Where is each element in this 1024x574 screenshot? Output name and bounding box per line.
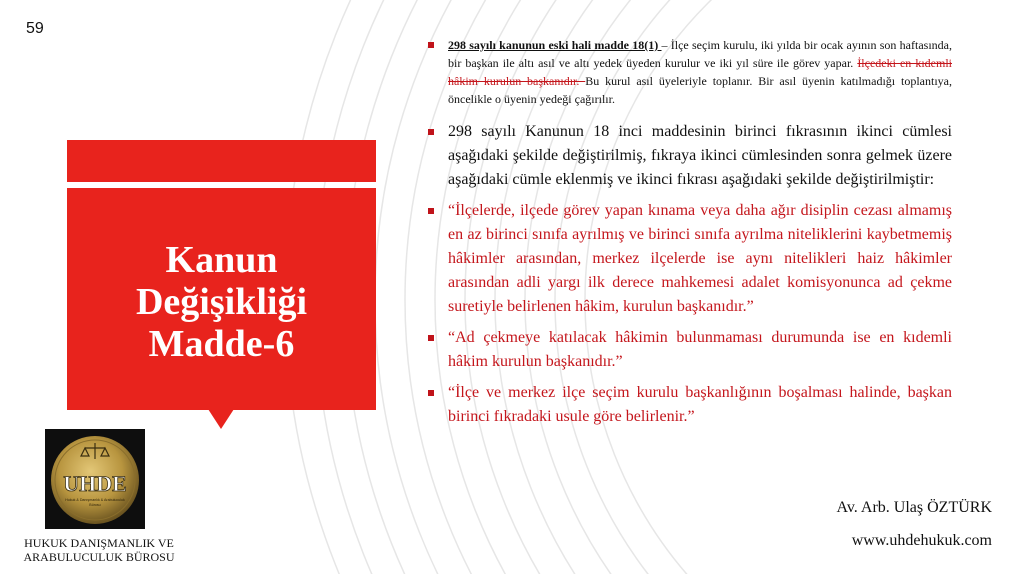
author-name: Av. Arb. Ulaş ÖZTÜRK xyxy=(836,499,992,516)
firm-name-line-2: ARABULUCULUK BÜROSU xyxy=(23,550,175,564)
slide-title xyxy=(136,233,307,365)
slide-number: 59 xyxy=(26,20,44,37)
logo-seal-icon xyxy=(45,429,145,529)
callout-pointer xyxy=(208,409,234,429)
bullet-quote-2: “Ad çekmeye katılacak hâkimin bulunmaması durumunda ise en kıdemli hâkim kurulun başkanıdır.” xyxy=(428,326,952,374)
old-law-reference: 298 sayılı kanunun eski hali madde 18(1) xyxy=(448,38,662,52)
logo-subtext-1: Hukuk & Danışmanlık & Arabuluculuk xyxy=(65,498,125,502)
old-law-text-b: Bu kurul asıl üyeleriyle toplanır. Bir asıl üyenin katılmadığı toplantıya, öncelikle o üyenin yedeği çağırılır. xyxy=(448,74,952,106)
bullet-list xyxy=(428,36,952,436)
firm-name-line-1: HUKUK DANIŞMANLIK VE xyxy=(24,536,174,550)
firm-name xyxy=(14,536,184,564)
bullet-quote-1: “İlçelerde, ilçede görev yapan kınama veya daha ağır disiplin cezası almamış en az birinci sınıfa ayrılmış ve birinci sınıfa ayrılma niteliklerini kaybetmemiş hâkimler arasından, merkez ilçelerde ise aynı nitelikleri haiz hâkimler arasından adli yargı ilk derece mahkemesi adalet komisyonunca ad çekme suretiyle belirlenen hâkim, kurulun başkanıdır.” xyxy=(428,199,952,319)
logo-subtext-2: Bürosu xyxy=(89,503,101,507)
title-line-2: Değişikliği xyxy=(135,281,308,323)
website-link[interactable]: www.uhdehukuk.com xyxy=(851,532,992,549)
bullet-old-law xyxy=(428,36,952,108)
logo-wordmark: UHDE xyxy=(63,471,127,496)
title-line-3: Madde-6 xyxy=(148,323,295,365)
firm-logo xyxy=(45,429,145,529)
bullet-quote-3: “İlçe ve merkez ilçe seçim kurulu başkanlığının boşalması halinde, başkan birinci fıkradaki usule göre belirlenir.” xyxy=(428,381,952,429)
old-law-struck-text: İlçedeki en kıdemli hâkim kurulun başkanıdır. xyxy=(448,56,952,88)
title-line-1: Kanun xyxy=(165,239,278,281)
bullet-amendment: 298 sayılı Kanunun 18 inci maddesinin birinci fıkrasının ikinci cümlesi aşağıdaki şekilde değiştirilmiş, fıkraya ikinci cümlesinden sonra gelmek üzere aşağıdaki cümle eklenmiş ve ikinci fıkrası aşağıdaki şekilde değiştirilmiştir: xyxy=(428,120,952,192)
title-box xyxy=(67,188,376,410)
title-accent-bar xyxy=(67,140,376,182)
old-law-text-a: – İlçe seçim kurulu, iki yılda bir ocak ayının son haftasında, bir başkan ile altı asıl ve altı yedek üyeden kurulur ve iki yıl süre ile görev yapar. xyxy=(448,38,952,70)
